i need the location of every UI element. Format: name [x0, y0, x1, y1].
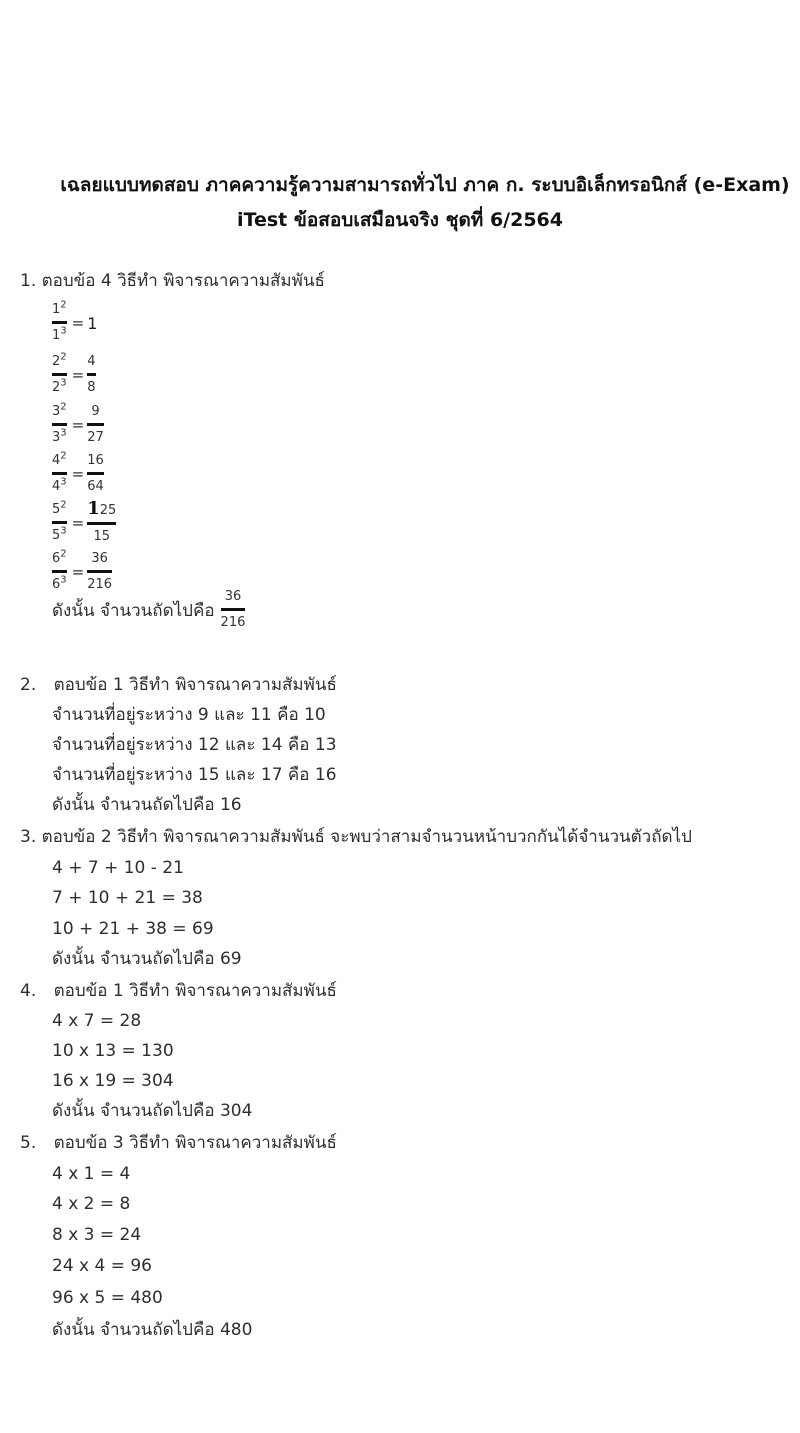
fraction: $\frac{3^2}{3^3}$ [52, 401, 67, 445]
fraction-row: $\frac{1^2}{1^3}$ = 1 [52, 299, 98, 343]
answer-conclusion: ดังนั้น จำนวนถัดไปคือ 304 [52, 1101, 253, 1121]
answer-conclusion: ดังนั้น จำนวนถัดไปคือ 16 [52, 795, 242, 815]
fraction-bar [52, 321, 67, 324]
answer-step: 4 x 2 = 8 [52, 1194, 131, 1214]
answer-step: 10 + 21 + 38 = 69 [52, 919, 214, 939]
answer-heading-text: ตอบข้อ 4 วิธีทำ พิจารณาความสัมพันธ์ [41, 271, 325, 291]
fraction: $\frac{4^2}{4^3}$ [52, 450, 67, 494]
answer-heading-text: ตอบข้อ 1 วิธีทำ พิจารณาความสัมพันธ์ [53, 981, 337, 1001]
answer-3-heading [20, 826, 692, 848]
fraction: $\frac{6^2}{6^3}$ [52, 548, 67, 592]
answer-number: 3. [20, 827, 37, 847]
fraction-result: $\frac{9}{27}$ [87, 404, 104, 445]
fraction-row: $\frac{2^2}{2^3}$ = $\frac{4}{8}$ [52, 351, 96, 395]
answer-step: 7 + 10 + 21 = 38 [52, 888, 203, 908]
answer-number: 5. [20, 1133, 37, 1153]
answer-5-heading [20, 1132, 337, 1154]
answer-conclusion: ดังนั้น จำนวนถัดไปคือ 69 [52, 949, 242, 969]
fraction: $\frac{1^2}{1^3}$ [52, 299, 67, 343]
answer-heading-text: ตอบข้อ 3 วิธีทำ พิจารณาความสัมพันธ์ [53, 1133, 337, 1153]
answer-conclusion: ดังนั้น จำนวนถัดไปคือ 480 [52, 1320, 253, 1340]
answer-1-heading [20, 270, 325, 292]
answer-step: จำนวนที่อยู่ระหว่าง 15 และ 17 คือ 16 [52, 765, 337, 785]
answer-number: 1. [20, 271, 37, 291]
answer-2-heading [20, 674, 337, 696]
answer-step: 16 x 19 = 304 [52, 1071, 174, 1091]
answer-step: จำนวนที่อยู่ระหว่าง 9 และ 11 คือ 10 [52, 705, 326, 725]
fraction-row: $\frac{5^2}{5^3}$ = $\frac{125}{15}$ [52, 498, 117, 544]
answer-number: 2. [20, 675, 37, 695]
fraction-row: $\frac{3^2}{3^3}$ = $\frac{9}{27}$ [52, 401, 104, 445]
answer-heading-text: ตอบข้อ 2 วิธีทำ พิจารณาความสัมพันธ์ จะพบว่าสามจำนวนหน้าบวกกันได้จำนวนตัวถัดไป [41, 827, 692, 847]
fraction-result: $\frac{4}{8}$ [87, 354, 96, 395]
document-title-line-1: เฉลยแบบทดสอบ ภาคความรู้ความสามารถทั่วไป ภาค ก. ระบบอิเล็กทรอนิกส์ (e-Exam) [60, 174, 790, 196]
answer-4-heading [20, 980, 337, 1002]
document-title-line-2: iTest ข้อสอบเสมือนจริง ชุดที่ 6/2564 [237, 209, 563, 231]
answer-step: 4 + 7 + 10 - 21 [52, 858, 184, 878]
answer-number: 4. [20, 981, 37, 1001]
fraction-result: $\frac{36}{216}$ [87, 551, 113, 592]
fraction-result: $\frac{125}{15}$ [87, 498, 117, 544]
fraction-row: $\frac{6^2}{6^3}$ = $\frac{36}{216}$ [52, 548, 113, 592]
fraction: $\frac{5^2}{5^3}$ [52, 499, 67, 543]
answer-step: 4 x 1 = 4 [52, 1164, 131, 1184]
answer-step: 24 x 4 = 96 [52, 1256, 152, 1276]
answer-step: จำนวนที่อยู่ระหว่าง 12 และ 14 คือ 13 [52, 735, 337, 755]
conclusion-fraction: $\frac{36}{216}$ [220, 589, 246, 630]
answer-1-conclusion: ดังนั้น จำนวนถัดไปคือ $\frac{36}{216}$ [52, 589, 246, 630]
answer-heading-text: ตอบข้อ 1 วิธีทำ พิจารณาความสัมพันธ์ [53, 675, 337, 695]
fraction-result: 1 [87, 313, 98, 333]
fraction: $\frac{2^2}{2^3}$ [52, 351, 67, 395]
answer-step: 8 x 3 = 24 [52, 1225, 142, 1245]
answer-step: 96 x 5 = 480 [52, 1288, 163, 1308]
answer-step: 10 x 13 = 130 [52, 1041, 174, 1061]
fraction-result: $\frac{16}{64}$ [87, 453, 104, 494]
answer-step: 4 x 7 = 28 [52, 1011, 142, 1031]
fraction-row: $\frac{4^2}{4^3}$ = $\frac{16}{64}$ [52, 450, 104, 494]
